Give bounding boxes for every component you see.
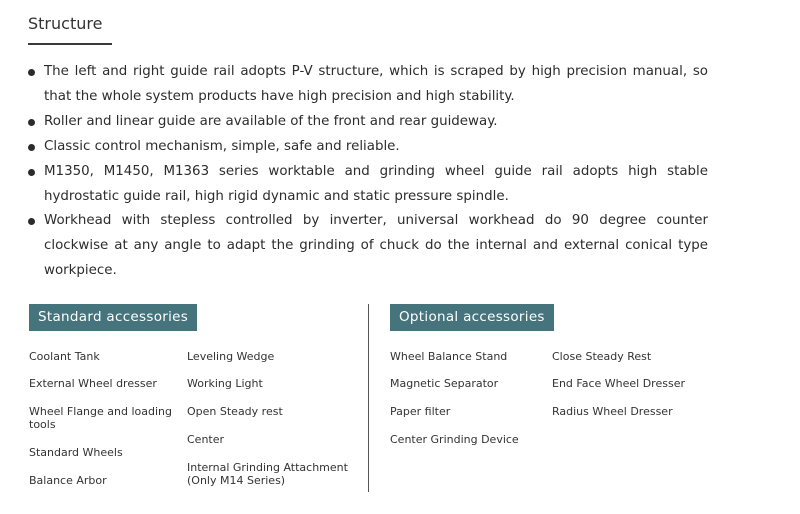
bullet-icon xyxy=(28,169,35,176)
standard-accessory-item: Wheel Flange and loading tools xyxy=(29,405,172,431)
optional-accessory-item: End Face Wheel Dresser xyxy=(552,377,685,390)
bullet-icon xyxy=(28,218,35,225)
bullet-icon xyxy=(28,69,35,76)
title-underline xyxy=(28,43,112,45)
optional-accessory-item: Magnetic Separator xyxy=(390,377,499,390)
standard-accessory-item: Leveling Wedge xyxy=(187,350,275,363)
structure-item: Workhead with stepless controlled by inverter, universal workhead do 90 degree counter clockwise at any angle to adapt the grinding of chuck do the internal and external conical type workpiece. xyxy=(28,209,708,284)
column-divider xyxy=(368,304,369,492)
standard-accessory-item: Open Steady rest xyxy=(187,405,283,418)
optional-accessory-item: Wheel Balance Stand xyxy=(390,350,508,363)
standard-accessory-item: Internal Grinding Attachment (Only M14 Series) xyxy=(187,461,348,487)
standard-accessory-item: Working Light xyxy=(187,377,263,390)
optional-accessory-item: Close Steady Rest xyxy=(552,350,652,363)
optional-accessory-item: Paper filter xyxy=(390,405,451,418)
standard-accessory-item: Coolant Tank xyxy=(29,350,100,363)
standard-accessory-item: Standard Wheels xyxy=(29,446,123,459)
bullet-icon xyxy=(28,144,35,151)
structure-item: Classic control mechanism, simple, safe and reliable. xyxy=(28,135,708,160)
optional-accessory-item: Radius Wheel Dresser xyxy=(552,405,673,418)
section-title: Structure xyxy=(28,14,103,33)
optional-accessories-title: Optional accessories xyxy=(390,304,554,331)
structure-item: M1350, M1450, M1363 series worktable and grinding wheel guide rail adopts high stable hydrostatic guide rail, high rigid dynamic and static pressure spindle. xyxy=(28,160,708,210)
structure-list xyxy=(28,60,708,284)
structure-item: Roller and linear guide are available of the front and rear guideway. xyxy=(28,110,708,135)
optional-accessory-item: Center Grinding Device xyxy=(390,433,519,446)
bullet-icon xyxy=(28,119,35,126)
standard-accessory-item: External Wheel dresser xyxy=(29,377,157,390)
standard-accessory-item: Balance Arbor xyxy=(29,474,107,487)
standard-accessories-title: Standard accessories xyxy=(29,304,197,331)
standard-accessory-item: Center xyxy=(187,433,225,446)
structure-item: The left and right guide rail adopts P-V structure, which is scraped by high precision manual, so that the whole system products have high precision and high stability. xyxy=(28,60,708,110)
